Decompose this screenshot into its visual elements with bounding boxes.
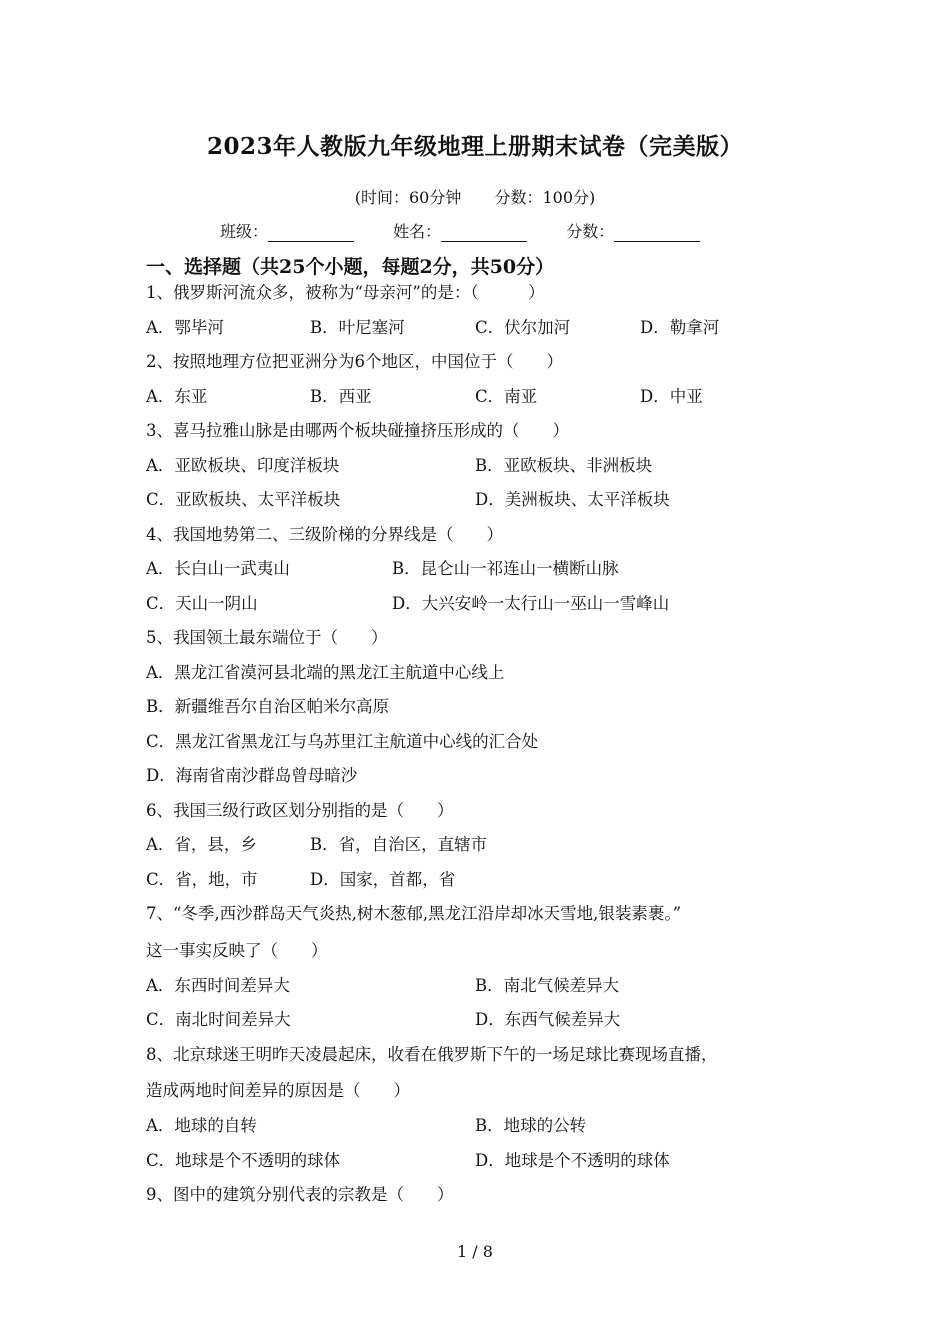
class-label: 班级： [220,222,269,241]
question-8-stem: 8、北京球迷王明昨天凌晨起床，收看在俄罗斯下午的一场足球比赛现场直播， [146,1045,718,1064]
score-info: 分数：100分) [494,188,596,207]
question-8-option-d[interactable]: D．地球是个不透明的球体 [475,1151,670,1170]
question-1-option-c[interactable]: C．伏尔加河 [475,318,571,337]
question-7-option-b[interactable]: B．南北气候差异大 [475,976,620,995]
question-8-option-b[interactable]: B．地球的公转 [475,1116,587,1135]
question-4-option-c[interactable]: C．天山一阴山 [146,594,258,613]
question-7-option-d[interactable]: D．东西气候差异大 [475,1010,621,1029]
question-4-option-a[interactable]: A．长白山一武夷山 [146,559,290,578]
question-6-option-c[interactable]: C．省，地，市 [146,870,258,889]
question-3-option-c[interactable]: C．亚欧板块、太平洋板块 [146,490,341,509]
question-2-stem: 2、按照地理方位把亚洲分为6个地区，中国位于（ ） [146,352,563,371]
exam-title: 2023年人教版九年级地理上册期末试卷（完美版） [206,133,743,160]
question-5-option-b[interactable]: B．新疆维吾尔自治区帕米尔高原 [146,697,390,716]
question-1-option-a[interactable]: A．鄂毕河 [146,318,224,337]
question-2-option-c[interactable]: C．南亚 [475,387,538,406]
question-3-option-d[interactable]: D．美洲板块、太平洋板块 [475,490,670,509]
question-1-stem: 1、俄罗斯河流众多，被称为“母亲河”的是：（ ） [146,283,545,302]
question-6-option-d[interactable]: D．国家，首都，省 [310,870,456,889]
question-1-option-d[interactable]: D．勒拿河 [640,318,720,337]
question-3-stem: 3、喜马拉雅山脉是由哪两个板块碰撞挤压形成的（ ） [146,421,569,440]
question-3-option-a[interactable]: A．亚欧板块、印度洋板块 [146,456,340,475]
question-7-stem-continued: 这一事实反映了（ ） [146,941,328,960]
question-5-option-c[interactable]: C．黑龙江省黑龙江与乌苏里江主航道中心线的汇合处 [146,732,539,751]
question-2-option-a[interactable]: A．东亚 [146,387,208,406]
question-5-option-d[interactable]: D．海南省南沙群岛曾母暗沙 [146,766,358,785]
question-8-stem-continued: 造成两地时间差异的原因是（ ） [146,1081,410,1100]
section-heading: 一、选择题（共25个小题，每题2分，共50分） [146,256,555,278]
student-fields [220,219,734,242]
time-info: (时间：60分钟 [354,188,462,207]
exam-meta [0,185,950,208]
question-8-option-a[interactable]: A．地球的自转 [146,1116,257,1135]
question-6-option-a[interactable]: A．省，县，乡 [146,835,257,854]
question-6-stem: 6、我国三级行政区划分别指的是（ ） [146,801,454,820]
question-4-option-d[interactable]: D．大兴安岭一太行山一巫山一雪峰山 [392,594,670,613]
question-4-option-b[interactable]: B．昆仑山一祁连山一横断山脉 [392,559,619,578]
question-3-option-b[interactable]: B．亚欧板块、非洲板块 [475,456,653,475]
question-8-option-c[interactable]: C．地球是个不透明的球体 [146,1151,341,1170]
question-2-option-b[interactable]: B．西亚 [310,387,372,406]
score-field[interactable] [566,219,700,242]
class-blank[interactable] [268,227,354,242]
question-6-option-b[interactable]: B．省，自治区，直辖市 [310,835,488,854]
class-field[interactable] [220,219,354,242]
score-blank[interactable] [614,227,700,242]
page-number: 1 / 8 [457,1242,493,1261]
question-5-option-a[interactable]: A．黑龙江省漠河县北端的黑龙江主航道中心线上 [146,663,505,682]
name-blank[interactable] [441,227,527,242]
question-9-stem: 9、图中的建筑分别代表的宗教是（ ） [146,1185,454,1204]
question-7-stem: 7、“冬季,西沙群岛天气炎热,树木葱郁,黑龙江沿岸却冰天雪地,银装素裹。” [146,904,682,923]
question-2-option-d[interactable]: D．中亚 [640,387,703,406]
question-7-option-c[interactable]: C．南北时间差异大 [146,1010,291,1029]
name-label: 姓名： [393,222,442,241]
name-field[interactable] [393,219,527,242]
question-1-option-b[interactable]: B．叶尼塞河 [310,318,405,337]
question-5-stem: 5、我国领土最东端位于（ ） [146,628,388,647]
question-7-option-a[interactable]: A．东西时间差异大 [146,976,290,995]
score-label: 分数： [566,222,615,241]
question-4-stem: 4、我国地势第二、三级阶梯的分界线是（ ） [146,525,503,544]
